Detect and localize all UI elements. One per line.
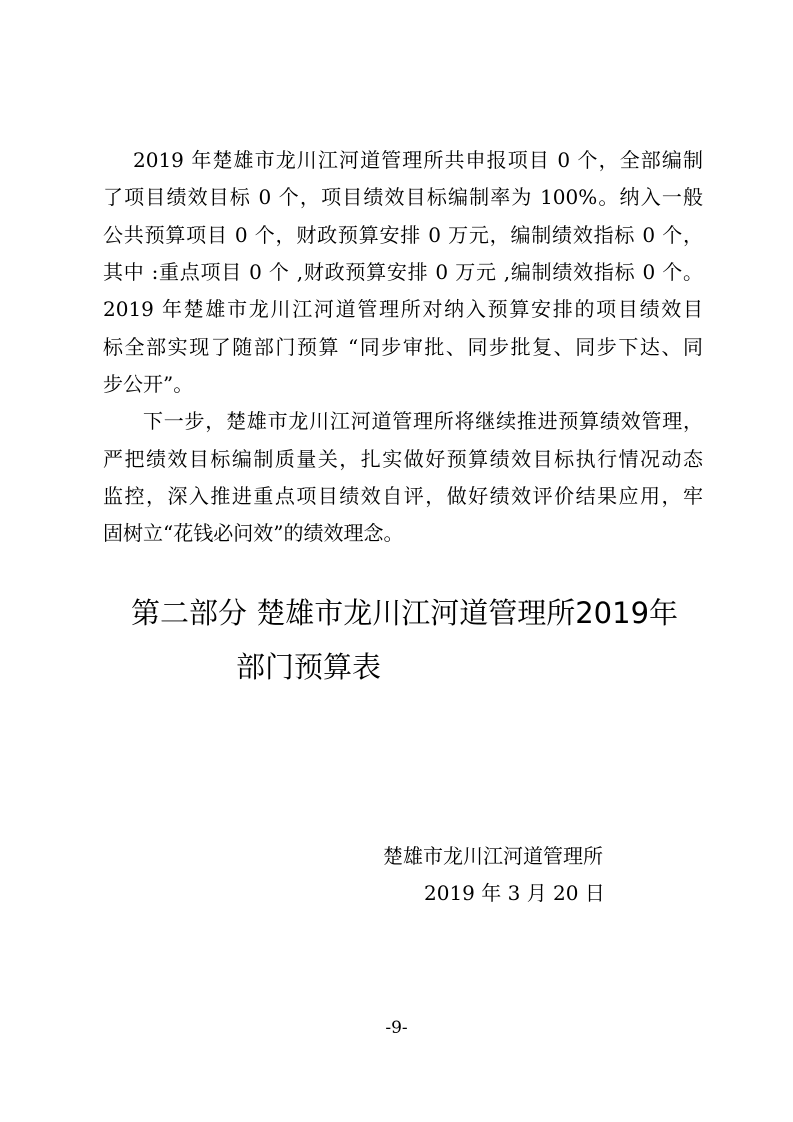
paragraph-2-line-4: 固树立“花钱必问效”的绩效理念。 (103, 521, 404, 545)
paragraph-1-line-2: 了项目绩效目标 0 个，项目绩效目标编制率为 100%。纳入一般 (103, 185, 703, 209)
signature-organization: 楚雄市龙川江河道管理所 (383, 844, 603, 868)
paragraph-2-line-2: 严把绩效目标编制质量关，扎实做好预算绩效目标执行情况动态 (103, 447, 703, 471)
paragraph-2-line-3: 监控，深入推进重点项目绩效自评，做好绩效评价结果应用，牢 (103, 484, 703, 508)
page-number: -9- (385, 1018, 408, 1038)
paragraph-1-line-1: 2019 年楚雄市龙川江河道管理所共申报项目 0 个，全部编制 (133, 148, 703, 172)
paragraph-2-line-1: 下一步，楚雄市龙川江河道管理所将继续推进预算绩效管理， (143, 409, 703, 433)
paragraph-1-line-4: 其中 :重点项目 0 个 ,财政预算安排 0 万元 ,编制绩效指标 0 个。 (103, 260, 703, 284)
paragraph-1-line-6: 标全部实现了随部门预算 “同步审批、同步批复、同步下达、同 (103, 335, 703, 359)
section-heading-line-1: 第二部分 楚雄市龙川江河道管理所2019年 (131, 596, 679, 630)
signature-date: 2019 年 3 月 20 日 (424, 881, 605, 905)
paragraph-1-line-3: 公共预算项目 0 个，财政预算安排 0 万元，编制绩效指标 0 个， (103, 223, 703, 247)
section-heading-line-2: 部门预算表 (236, 650, 382, 684)
paragraph-1-line-7: 步公开”。 (103, 372, 194, 396)
paragraph-1-line-5: 2019 年楚雄市龙川江河道管理所对纳入预算安排的项目绩效目 (103, 297, 703, 321)
